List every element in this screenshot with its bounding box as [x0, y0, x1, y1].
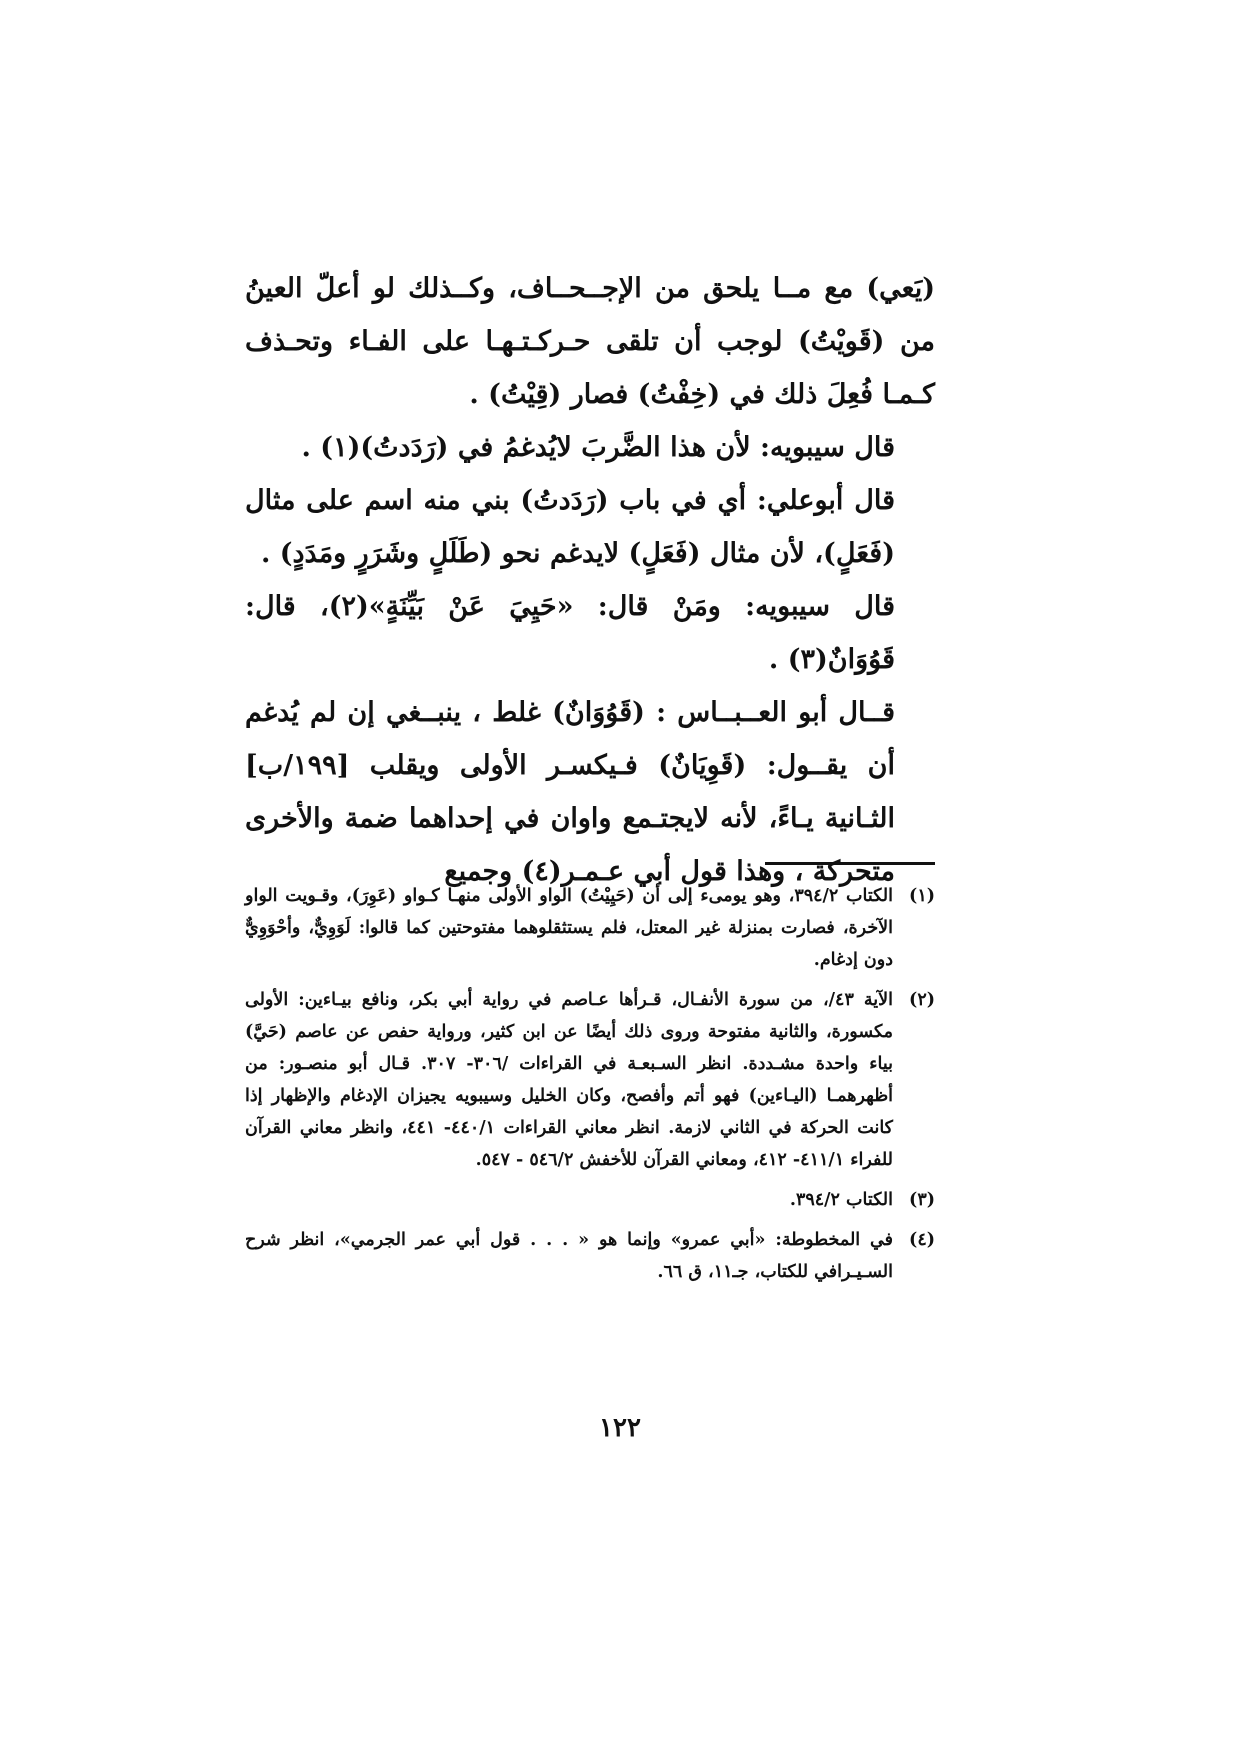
footnote-number: (٣): [909, 1190, 935, 1210]
paragraph-text: (يَعي) مع مــا يلحق من الإجــحــاف، وكــذلك لو أعلّ العينُ من (قَويْتُ) لوجب أن تلقى حـركـتـهـا على الفـاء وتحـذف كـمـا فُعِلَ ذلك في (خِفْتُ) فصار (قِيْتُ) .: [245, 273, 935, 410]
main-text-block: [245, 262, 935, 898]
paragraph-text: لأن هذا الضَّربَ لايُدغمُ في (رَدَدتُ)(١) .: [301, 432, 761, 463]
footnote-text: في المخطوطة: «أبي عمرو» وإنما هو « . . . قول أبي عمر الجرمي»، انظر شرح السـيـرافي للكتاب، جـ١١، ق ٦٦.: [245, 1230, 893, 1282]
footnote-number: (١): [909, 886, 935, 906]
footnote-number: (٢): [909, 990, 935, 1010]
paragraph-4: [245, 580, 935, 686]
footnote-text: الآية ٤٣/، من سورة الأنفـال، قـرأها عـاصم في رواية أبي بكر، ونافع بيـاءين: الأولى مكسورة، والثانية مفتوحة وروى ذلك أيضًا عن ابن كثير، ورواية حفص عن عاصم (حَيَّ) بياء واحدة مشـددة. انظر السـبعـة في القراءات /٣٠٦- ٣٠٧. قـال أبو منصـور: من أظهرهمـا (اليـاءين) فهو أتم وأفصح، وكان الخليل وسيبويه يجيزان الإدغام والإظهار إذا كانت الحركة في الثاني لازمة. انظر معاني القراءات ٤٤٠/١- ٤٤١، وانظر معاني القرآن للفراء ٤١١/١- ٤١٢، ومعاني القرآن للأخفش ٥٤٦/٢ - ٥٤٧.: [245, 990, 893, 1170]
paragraph-text: قال أبوعلي: أي في باب (رَدَدتُ) بني منه اسم على مثال (فَعَلٍ)، لأن مثال (فَعَلٍ) لايدغم نحو (طَلَلٍ وشَرَرٍ ومَدَدٍ) .: [245, 485, 895, 569]
footnote-text: الكتاب ٣٩٤/٢.: [789, 1190, 893, 1210]
footnote-2: [245, 984, 935, 1176]
footnote-number: (٤): [909, 1230, 935, 1250]
paragraph-text: ومَنْ قال: «حَيِيَ عَنْ بَيِّنَةٍ»(٢)، قال: قَوُوَانٌ(٣) .: [245, 591, 895, 675]
footnote-text: الكتاب ٣٩٤/٢، وهو يومىء إلى أن (حَيِيْتُ) الواو الأولى منهـا كـواو (عَوِرَ)، وقـويت الواو الآخرة، فصارت بمنزلة غير المعتل، فلم يستثقلوهما مفتوحتين كما قالوا: لَوَوِيٌّ، وأحْوَوِيٌّ دون إدغام.: [245, 886, 893, 970]
footnote-separator: [765, 862, 935, 865]
paragraph-1: [245, 262, 935, 421]
paragraph-2: [245, 421, 935, 474]
footnote-4: [245, 1224, 935, 1288]
paragraph-text: قــال أبو العــبــاس : (قَوُوَانٌ) غلط ، ينبــغي إن لم يُدغم أن يقــول: (قَوِيَانٌ) فـيكسـر الأولى ويقلب [١٩٩/ب] الثـانية يـاءً، لأنه لايجتـمع واوان في إحداهما ضمة والأخرى متحركة ، وهذا قول أبي عـمـر(٤) وجميع: [245, 697, 895, 887]
speaker-label: قال سيبويه:: [745, 591, 895, 622]
speaker-label: قال سيبويه:: [760, 432, 895, 463]
footnote-3: [245, 1184, 935, 1216]
page-number: ١٢٢: [599, 1413, 641, 1443]
footnote-1: [245, 880, 935, 976]
footnotes-block: [245, 880, 935, 1296]
paragraph-5: [245, 686, 935, 898]
paragraph-3: [245, 474, 935, 580]
